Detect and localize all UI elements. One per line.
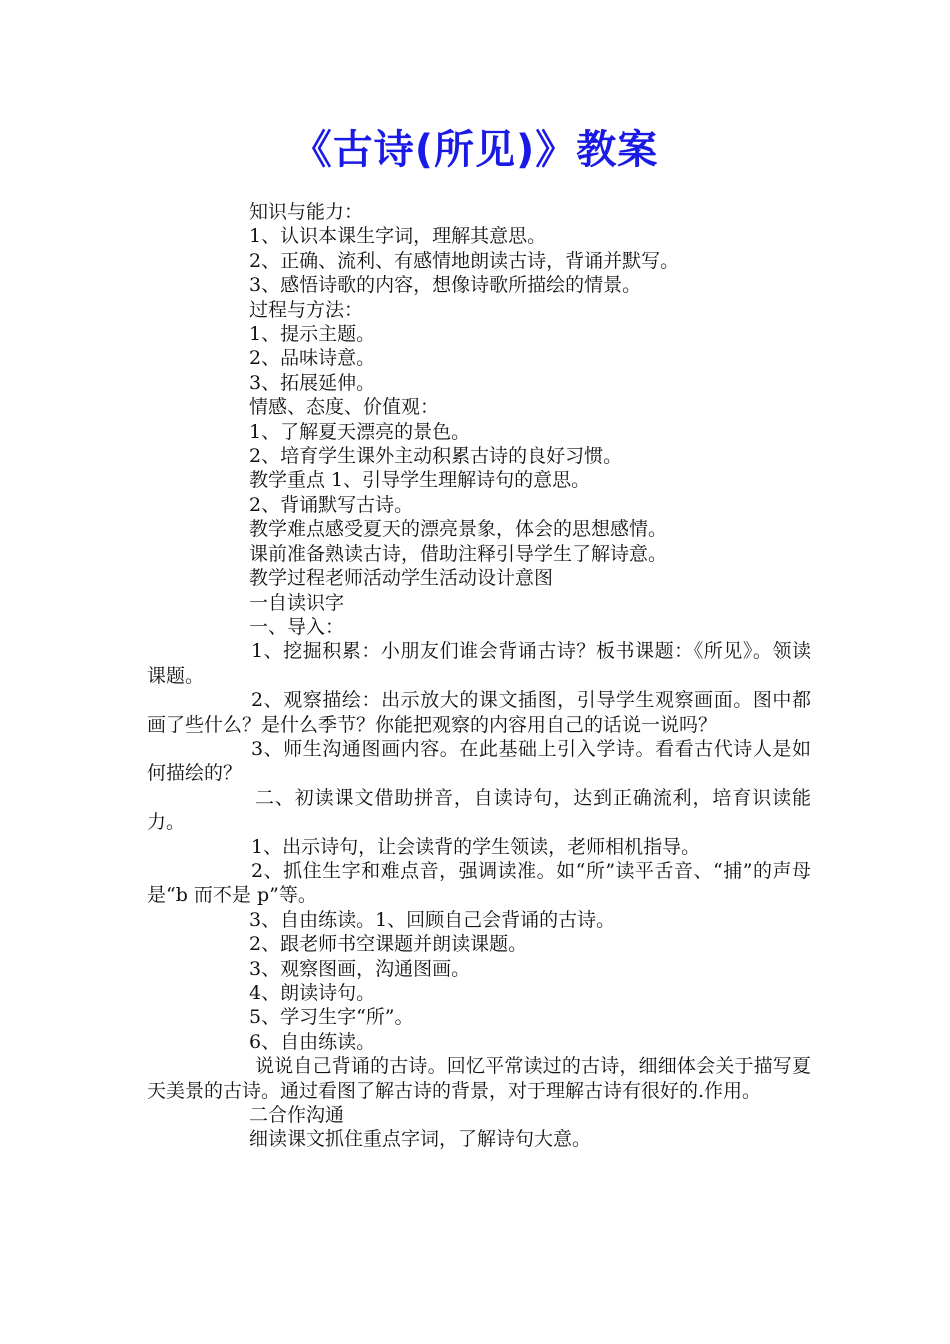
paragraph: 2、正确、流利、有感情地朗读古诗，背诵并默写。 [249,249,680,272]
document-title: 《古诗(所见)》教案 [291,127,659,173]
paragraph: 2、跟老师书空课题并朗读课题。 [249,933,528,956]
paragraph: 3、感悟诗歌的内容，想像诗歌所描绘的情景。 [249,274,642,297]
paragraph: 细读课文抓住重点字词，了解诗句大意。 [249,1128,592,1151]
section-heading-intro: 一、导入： [249,615,345,638]
paragraph: 1、出示诗句，让会读背的学生领读，老师相机指导。 [251,835,701,858]
paragraph: 3、拓展延伸。 [249,371,376,394]
paragraph: 1、提示主题。 [249,323,376,346]
paragraph: 2、背诵默写古诗。 [249,493,414,516]
paragraph: 二、初读课文借助拼音，自读诗句，达到正确流利，培育识读能力。 [147,786,811,834]
paragraph: 1、认识本课生字词，理解其意思。 [249,225,547,248]
paragraph: 2、培育学生课外主动积累古诗的良好习惯。 [249,445,623,468]
paragraph: 教学过程老师活动学生活动设计意图 [249,567,554,590]
paragraph: 6、自由练读。 [249,1030,376,1053]
section-heading-process: 过程与方法： [249,298,364,321]
paragraph: 说说自己背诵的古诗。回忆平常读过的古诗，细细体会关于描写夏天美景的古诗。通过看图了解古诗的背景，对于理解古诗有很好的.作用。 [147,1055,811,1102]
paragraph: 2、观察描绘：出示放大的课文插图，引导学生观察画面。图中都画了些什么？是什么季节？你能把观察的内容用自己的话说一说吗？ [147,689,811,736]
paragraph: 课前准备熟读古诗，借助注释引导学生了解诗意。 [249,542,668,565]
document-body [147,200,811,1152]
paragraph: 4、朗读诗句。 [249,982,376,1004]
section-heading-knowledge: 知识与能力： [249,201,364,223]
paragraph: 2、品味诗意。 [249,347,376,370]
section-heading-cooperation: 二合作沟通 [249,1104,345,1127]
paragraph: 1、了解夏天漂亮的景色。 [249,420,471,443]
paragraph: 1、挖掘积累：小朋友们谁会背诵古诗？板书课题：《所见》。领读课题。 [147,640,811,687]
paragraph: 5、学习生字“所”。 [249,1006,414,1029]
paragraph: 3、师生沟通图画内容。在此基础上引入学诗。看看古代诗人是如何描绘的？ [147,737,811,785]
paragraph: 教学难点感受夏天的漂亮景象，体会的思想感情。 [249,518,668,541]
paragraph: 教学重点 1、引导学生理解诗句的意思。 [249,469,591,492]
section-heading-values: 情感、态度、价值观： [249,396,440,419]
section-heading-reading: 一自读识字 [249,591,345,614]
paragraph: 3、观察图画，沟通图画。 [249,957,471,980]
paragraph: 2、抓住生字和难点音，强调读准。如“所”读平舌音、“捕”的声母是“b 而不是 p”等。 [147,859,811,907]
paragraph: 3、自由练读。1、回顾自己会背诵的古诗。 [249,908,616,931]
